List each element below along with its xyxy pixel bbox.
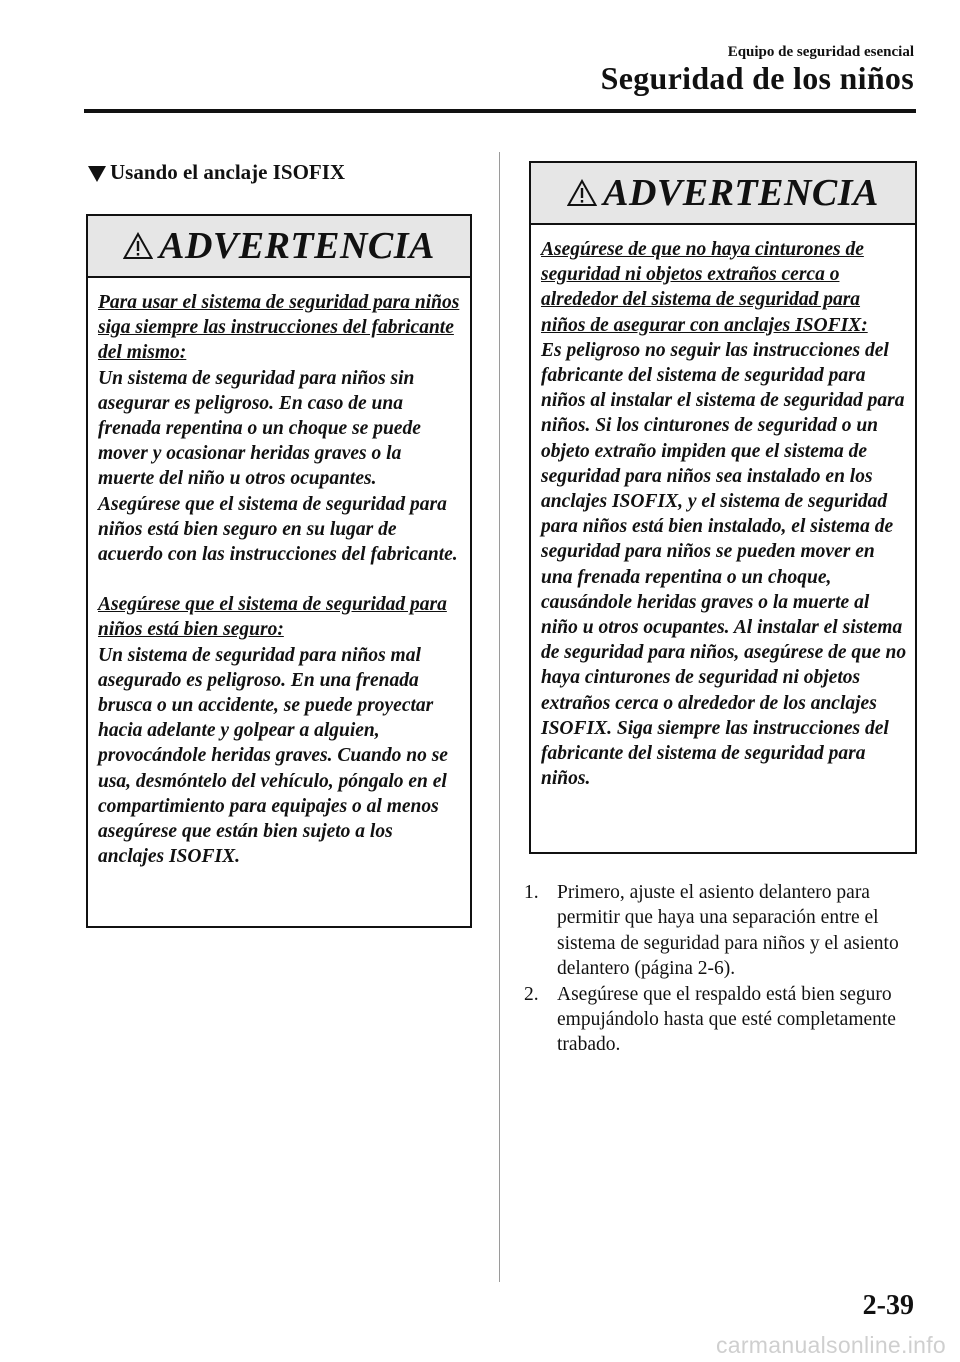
warning-paragraph: Un sistema de seguridad para niños mal asegurado es peligroso. En una frenada brusca o un accidente, se puede proyectar hacia adelante y golpear a alguien, provocándole heridas graves. Cuando no se usa, desmóntelo del vehículo, póngalo en el compartimiento para equipajes o al menos asegúrese que están bien sujeto a los anclajes ISOFIX. bbox=[98, 644, 448, 868]
steps-list bbox=[524, 880, 924, 1058]
warning-header-left bbox=[88, 216, 470, 278]
warning-underlined-text: Asegúrese que el sistema de seguridad para niños está bien seguro: bbox=[98, 594, 447, 641]
warning-underlined-text: Asegúrese de que no haya cinturones de seguridad ni objetos extraños cerca o alrededor del sistema de seguridad para niños de asegurar con anclajes ISOFIX: bbox=[541, 239, 868, 336]
warning-triangle-icon bbox=[123, 232, 153, 260]
step-number: 1. bbox=[524, 882, 539, 903]
warning-label: ADVERTENCIA bbox=[159, 225, 435, 267]
header-section-label: Equipo de seguridad esencial bbox=[727, 44, 914, 60]
triangle-bullet-icon bbox=[88, 166, 106, 182]
warning-label: ADVERTENCIA bbox=[603, 172, 879, 214]
page-title: Seguridad de los niños bbox=[600, 60, 914, 96]
warning-body-right bbox=[531, 225, 915, 805]
step-text: Primero, ajuste el asiento delantero para permitir que haya una separación entre el sistema de seguridad para niños y el asiento delantero (página 2-6). bbox=[557, 882, 899, 980]
warning-body-left bbox=[88, 278, 470, 883]
warning-underlined-text: Para usar el sistema de seguridad para niños siga siempre las instrucciones del fabricante del mismo: bbox=[98, 292, 460, 364]
warning-triangle-icon bbox=[567, 179, 597, 207]
warning-box-right bbox=[529, 161, 917, 854]
warning-paragraph: Un sistema de seguridad para niños sin asegurar es peligroso. En caso de una frenada repentina o un choque se puede mover y ocasionar heridas graves o la muerte del niño u otros ocupantes. Asegúrese que el sistema de seguridad para niños está bien seguro en su lugar de acuerdo con las instrucciones del fabricante. bbox=[98, 367, 458, 566]
warning-paragraph: Es peligroso no seguir las instrucciones del fabricante del sistema de seguridad para niños al instalar el sistema de seguridad para niños. Si los cinturones de seguridad o un objeto extraño impiden que el sistema de seguridad para niños sea instalado en los anclajes ISOFIX, y el sistema de seguridad para niños está bien instalado, el sistema de seguridad para niños se pueden mover en una frenada repentina o un choque, causándole heridas graves o la muerte al niño u otros ocupantes. Al instalar el sistema de seguridad para niños, asegúrese de que no haya cinturones de seguridad ni objetos extraños cerca o alrededor de los anclajes ISOFIX. Siga siempre las instrucciones del fabricante del sistema de seguridad para niños. bbox=[541, 339, 907, 790]
warning-header-right bbox=[531, 163, 915, 225]
section-heading-text: Usando el anclaje ISOFIX bbox=[110, 160, 346, 184]
step-number: 2. bbox=[524, 983, 539, 1005]
header-rule bbox=[84, 109, 916, 113]
watermark: carmanualsonline.info bbox=[715, 1332, 946, 1358]
section-heading bbox=[88, 160, 345, 185]
step-item bbox=[524, 982, 924, 1058]
page-number: 2-39 bbox=[862, 1290, 914, 1321]
warning-box-left bbox=[86, 214, 472, 928]
column-divider bbox=[499, 152, 500, 1282]
step-item bbox=[524, 880, 924, 982]
step-text: Asegúrese que el respaldo está bien seguro empujándolo hasta que esté completamente trabado. bbox=[557, 983, 896, 1056]
paragraph-gap bbox=[98, 567, 462, 592]
